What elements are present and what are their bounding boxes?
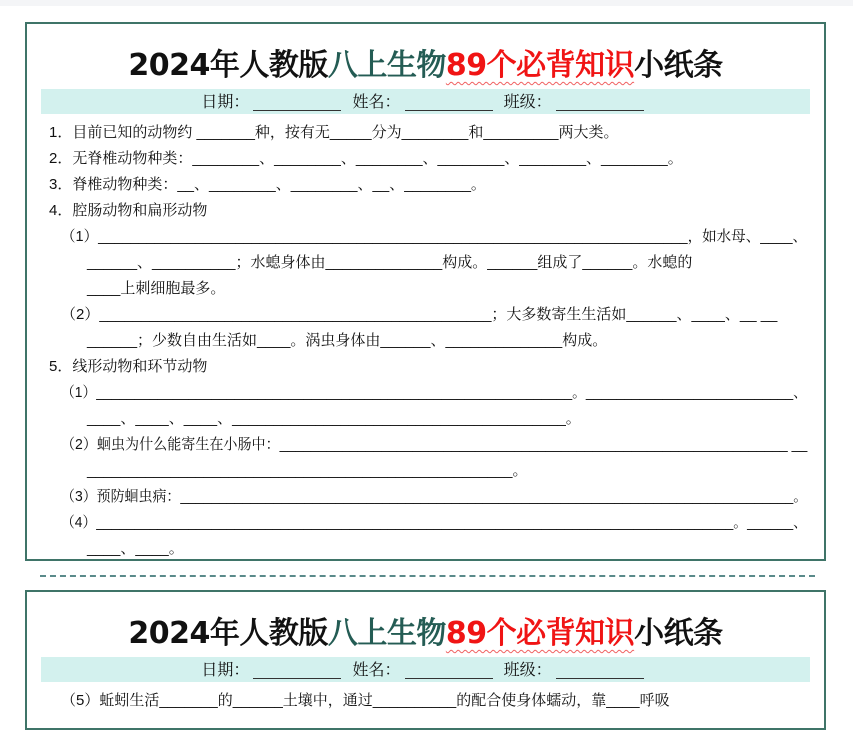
question-line xyxy=(27,431,824,457)
date-label: 日期： xyxy=(201,92,250,111)
card-title xyxy=(27,608,824,652)
cut-line-divider xyxy=(40,575,815,577)
name-field[interactable] xyxy=(405,92,493,111)
question-line xyxy=(27,223,824,249)
question-line xyxy=(27,275,824,301)
question-text[interactable]: （3）预防蛔虫病：_______________________________________________________________________________。 xyxy=(61,488,808,505)
question-line xyxy=(27,687,824,713)
title-part: 2024年人教版 xyxy=(128,616,328,651)
question-text[interactable]: ______；少数自由生活如____。涡虫身体由______、______________构成。 xyxy=(87,332,608,349)
title-part: 小纸条 xyxy=(634,616,723,651)
class-field[interactable] xyxy=(556,660,644,679)
top-bar xyxy=(0,0,853,6)
question-text[interactable]: 3．脊椎动物种类：__、________、________、__、________。 xyxy=(49,176,486,193)
question-text: 5．线形动物和环节动物 xyxy=(49,358,208,375)
question-line xyxy=(27,171,824,197)
question-text[interactable]: ____、____、____、________________________________________。 xyxy=(87,410,581,427)
question-text[interactable]: ____上刺细胞最多。 xyxy=(87,280,226,297)
question-text[interactable]: （1）______________________________________________________________。___________________________、 xyxy=(61,384,807,401)
title-highlight: 89个必背知识 xyxy=(445,616,635,651)
title-subject: 八上生物 xyxy=(327,48,446,83)
question-text[interactable]: 1．目前已知的动物约 _______种，按有无_____分为________和_________两大类。 xyxy=(49,124,619,141)
section-heading xyxy=(27,353,824,379)
title-subject: 八上生物 xyxy=(327,616,446,651)
date-field[interactable] xyxy=(253,92,341,111)
question-line xyxy=(27,327,824,353)
class-label: 班级： xyxy=(503,660,552,679)
question-line xyxy=(27,405,824,431)
question-text[interactable]: （2）蛔虫为什么能寄生在小肠中：_________________________________________________________________ __ xyxy=(61,436,808,453)
question-line xyxy=(27,249,824,275)
note-card-1 xyxy=(25,22,826,561)
question-line xyxy=(27,483,824,509)
question-line xyxy=(27,535,824,561)
question-text[interactable]: （5）蚯蚓生活_______的______土壤中，通过__________的配合使身体蠕动，靠____呼吸 xyxy=(61,692,670,709)
info-bar xyxy=(41,89,810,114)
question-text: 4．腔肠动物和扁形动物 xyxy=(49,202,208,219)
question-text[interactable]: ____、____。 xyxy=(87,540,184,557)
question-text[interactable]: （4）___________________________________________________________________________________。______、 xyxy=(61,514,807,531)
date-label: 日期： xyxy=(201,660,250,679)
date-field[interactable] xyxy=(253,660,341,679)
card-title xyxy=(27,40,824,84)
name-field[interactable] xyxy=(405,660,493,679)
question-text[interactable]: （1）_________________________________________________________________________，如水母、____、 xyxy=(61,228,808,245)
name-label: 姓名： xyxy=(352,92,401,111)
question-text[interactable]: 2．无脊椎动物种类：________、________、________、________、________、________。 xyxy=(49,150,683,167)
title-part: 小纸条 xyxy=(634,48,723,83)
note-card-2 xyxy=(25,590,826,730)
class-field[interactable] xyxy=(556,92,644,111)
title-part: 2024年人教版 xyxy=(128,48,328,83)
class-label: 班级： xyxy=(503,92,552,111)
question-list xyxy=(27,687,824,713)
question-list xyxy=(27,119,824,561)
question-line xyxy=(27,119,824,145)
question-text[interactable]: （2）_______________________________________________；大多数寄生生活如______、____、__ __ xyxy=(61,306,778,323)
info-bar xyxy=(41,657,810,682)
section-heading xyxy=(27,197,824,223)
title-highlight: 89个必背知识 xyxy=(445,48,635,83)
question-line xyxy=(27,509,824,535)
question-line xyxy=(27,145,824,171)
name-label: 姓名： xyxy=(352,660,401,679)
question-line xyxy=(27,457,824,483)
question-text[interactable]: ___________________________________________________。 xyxy=(87,462,528,479)
question-line xyxy=(27,301,824,327)
question-line xyxy=(27,379,824,405)
question-text[interactable]: ______、__________；水螅身体由______________构成。______组成了______。水螅的 xyxy=(87,254,693,271)
